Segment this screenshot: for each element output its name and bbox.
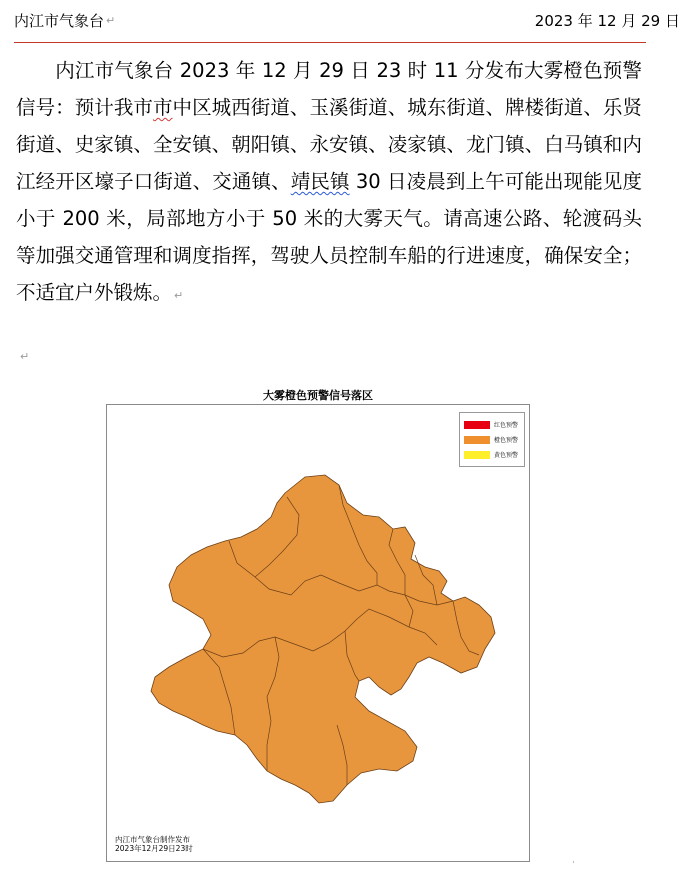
return-mark-icon: ↵ (20, 350, 30, 363)
map-footer-publisher: 内江市气象台制作发布 (115, 835, 190, 844)
legend-label: 橙色预警 (494, 437, 519, 444)
body-part-5: 30 日凌晨到上午可能出现能见度小于 200 米，局部地方小于 50 米的大雾天气。请高速公路、轮渡码头等加强交通管理和调度指挥，驾驶人员控制车船的行进速度，确保安全；不适宜户外锻炼。 (16, 170, 642, 304)
legend-swatch (464, 421, 490, 429)
map-footer-time: 2023年12月29日23时 (115, 844, 193, 853)
grammar-underline-word: 靖民镇 (290, 170, 350, 193)
map-graphic (107, 405, 529, 861)
warning-map-figure[interactable] (106, 404, 530, 862)
body-part-3: 中区城西街道、玉溪街道、城东街道、牌楼街道、乐贤街道、史家镇、全安镇、朝阳镇、永安镇、凌家镇、龙门镇、白马镇和内江经开区壕子口街道、交通镇、 (16, 96, 642, 193)
map-footer (115, 835, 193, 853)
legend-swatch (464, 451, 490, 459)
legend-item-orange (464, 432, 520, 447)
warning-paragraph[interactable] (16, 52, 642, 314)
spellcheck-underline-word: 市 (152, 96, 173, 119)
page-header (14, 6, 680, 34)
body-part-1: 内江市气象台 2023 年 12 月 29 日 23 时 11 分发布大雾橙色预警信号：预计我市 (16, 59, 642, 119)
legend-item-yellow (464, 447, 520, 462)
legend-label: 红色预警 (494, 422, 519, 429)
map-legend (459, 412, 525, 467)
header-date: 2023 年 12 月 29 日 (534, 11, 680, 30)
figure-title: 大雾橙色预警信号落区 (263, 389, 373, 402)
legend-label: 黄色预警 (494, 452, 519, 459)
header-rule (14, 42, 646, 43)
legend-item-red (464, 417, 520, 432)
warning-region-shape (151, 475, 495, 803)
header-org: 内江市气象台 (14, 11, 105, 30)
return-mark-icon: ↵ (106, 13, 116, 27)
legend-swatch (464, 436, 490, 444)
return-mark-icon: ↵ (174, 289, 184, 302)
corner-dot: · (572, 858, 575, 868)
